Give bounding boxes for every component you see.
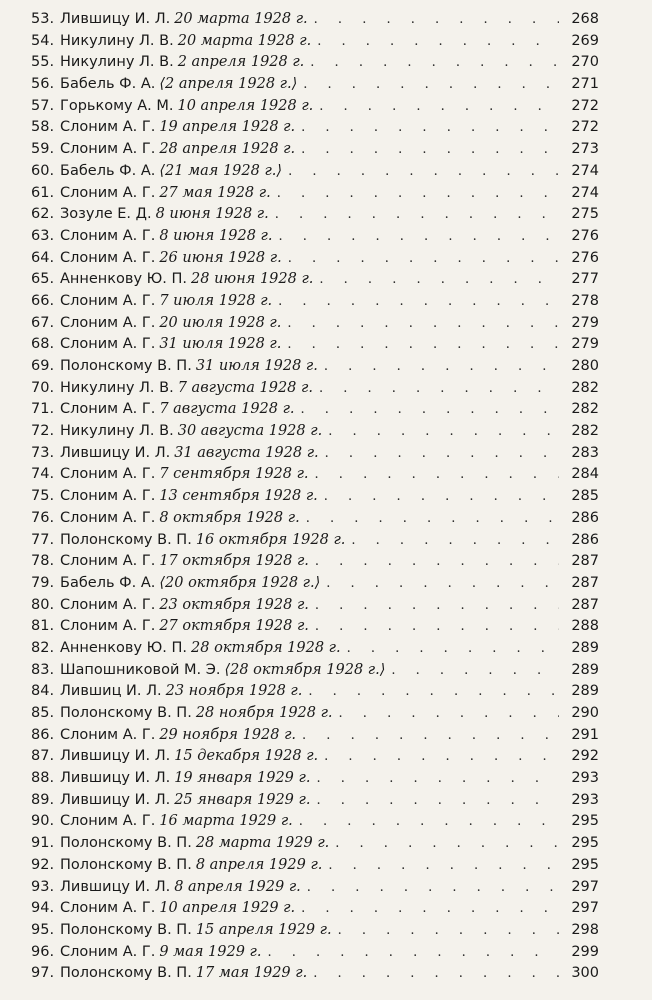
entry-date: 8 июня 1928 г. [159,227,273,244]
toc-entry [31,161,599,183]
entry-number: 91. [31,835,55,852]
entry-number: 90. [31,813,55,830]
toc-entry [31,291,599,313]
entry-addressee: Полонскому В. П. [60,358,192,374]
entry-page-number: 286 [571,509,599,526]
entry-page-number: 278 [571,292,599,309]
toc-entry [31,573,599,595]
entry-page-number: 271 [571,76,599,93]
toc-entry [31,139,599,161]
dot-leader [325,443,559,465]
toc-entry [31,334,599,356]
entry-addressee: Слоним А. Г. [60,553,156,570]
dot-leader [319,96,559,118]
entry-page-number: 290 [571,705,599,721]
entry-date: 28 марта 1929 г. [195,835,330,852]
dot-leader [319,269,559,291]
entry-date: ⟨2 апреля 1928 г.⟩ [159,76,298,93]
entry-number: 71. [31,401,55,418]
entry-addressee: Слоним А. Г. [60,813,156,830]
entry-page-number: 272 [571,119,599,136]
entry-page-number: 287 [571,596,599,613]
entry-date: 31 августа 1928 г. [174,444,319,461]
dot-leader [351,530,559,552]
dot-leader [306,508,559,530]
entry-number: 94. [31,900,55,917]
dot-leader [301,139,559,161]
entry-page-number: 292 [571,748,599,765]
entry-number: 59. [31,141,55,158]
entry-date: 27 октября 1928 г. [159,618,309,635]
entry-addressee: Лившицу И. Л. [60,770,171,787]
entry-date: 8 октября 1928 г. [159,509,300,526]
entry-number: 62. [31,206,55,223]
entry-page-number: 289 [571,661,599,678]
toc-entry [31,681,599,703]
entry-addressee: Лившицу И. Л. [60,748,171,765]
entry-date: 15 апреля 1929 г. [195,921,332,938]
toc-entry [31,117,599,139]
entry-number: 54. [31,32,55,49]
entry-addressee: Бабель Ф. А. [60,76,156,93]
entry-number: 61. [31,184,55,201]
entry-page-number: 283 [571,444,599,461]
entry-page-number: 282 [571,401,599,418]
entry-number: 96. [31,943,55,960]
entry-date: 7 августа 1928 г. [177,379,313,396]
entry-page-number: 286 [571,531,599,548]
dot-leader [315,616,559,638]
entry-date: 2 апреля 1928 г. [177,54,305,71]
entry-date: 9 мая 1929 г. [159,943,262,960]
entry-page-number: 289 [571,639,599,656]
dot-leader [338,920,559,942]
entry-date: 8 июня 1928 г. [155,206,269,223]
entry-number: 78. [31,553,55,570]
entry-date: 26 июня 1928 г. [159,249,282,266]
dot-leader [287,313,559,335]
dot-leader [277,183,559,205]
dot-leader [310,52,559,74]
entry-date: 8 апреля 1929 г. [174,878,301,895]
dot-leader [324,486,559,508]
entry-number: 58. [31,119,55,136]
toc-entry [31,52,599,74]
entry-addressee: Лившиц И. Л. [60,683,162,700]
entry-addressee: Никулину Л. В. [60,54,174,71]
entry-date: 23 октября 1928 г. [159,596,309,613]
dot-leader [278,291,559,313]
dot-leader [301,399,559,421]
dot-leader [316,768,559,790]
toc-entry [31,898,599,920]
entry-addressee: Полонскому В. П. [60,531,192,548]
entry-addressee: Слоним А. Г. [60,509,156,526]
entry-addressee: Слоним А. Г. [60,596,156,613]
entry-addressee: Полонскому В. П. [60,835,192,852]
entry-addressee: Слоним А. Г. [60,314,156,331]
entry-addressee: Никулину Л. В. [60,423,174,440]
entry-addressee: Лившицу И. Л. [60,878,171,895]
entry-number: 64. [31,249,55,266]
entry-date: 28 ноября 1928 г. [195,705,333,721]
entry-number: 66. [31,292,55,309]
toc-entry [31,204,599,226]
entry-date: 16 октября 1928 г. [195,531,346,548]
toc-entry [31,530,599,552]
entry-addressee: Шапошниковой М. Э. [60,661,221,678]
dot-leader [288,161,559,183]
toc-entry [31,963,599,985]
entry-date: 19 апреля 1928 г. [159,119,296,136]
entry-date: ⟨20 октября 1928 г.⟩ [159,574,321,591]
entry-addressee: Полонскому В. П. [60,705,192,721]
entry-page-number: 285 [571,488,599,505]
entry-number: 83. [31,661,55,678]
toc-entry [31,421,599,443]
entry-date: 13 сентября 1928 г. [159,488,318,505]
toc-entry [31,768,599,790]
entry-addressee: Слоним А. Г. [60,488,156,505]
entry-number: 95. [31,921,55,938]
entry-number: 53. [31,11,55,27]
toc-entry [31,877,599,899]
entry-addressee: Полонскому В. П. [60,965,192,982]
entry-date: 28 октября 1928 г. [191,639,341,656]
entry-page-number: 295 [571,835,599,852]
entry-date: 10 апреля 1929 г. [159,900,296,917]
dot-leader [278,226,559,248]
dot-leader [316,790,559,812]
entry-date: 10 апреля 1928 г. [177,97,314,114]
entry-date: 17 мая 1929 г. [195,965,308,982]
toc-entry [31,486,599,508]
entry-number: 85. [31,705,55,721]
toc-entry [31,399,599,421]
entry-addressee: Слоним А. Г. [60,900,156,917]
entry-page-number: 293 [571,791,599,808]
entry-number: 67. [31,314,55,331]
entry-addressee: Слоним А. Г. [60,141,156,158]
dot-leader [288,248,559,270]
entry-page-number: 289 [571,683,599,700]
entry-number: 56. [31,76,55,93]
dot-leader [317,31,559,53]
toc-entry [31,595,599,617]
entry-page-number: 287 [571,553,599,570]
toc-entry [31,443,599,465]
dot-leader [328,421,559,443]
entry-number: 70. [31,379,55,396]
entry-page-number: 293 [571,770,599,787]
entry-number: 97. [31,965,55,982]
toc-entry [31,790,599,812]
dot-leader [303,74,559,96]
entry-number: 82. [31,639,55,656]
entry-page-number: 274 [571,162,599,179]
entry-number: 88. [31,770,55,787]
entry-number: 60. [31,162,55,179]
dot-leader [302,725,559,747]
entry-addressee: Полонскому В. П. [60,856,192,873]
entry-date: 31 июля 1928 г. [195,358,318,374]
toc-entry [31,356,599,378]
entry-page-number: 273 [571,141,599,158]
dot-leader [315,551,559,573]
entry-addressee: Лившицу И. Л. [60,791,171,808]
entry-addressee: Зозуле Е. Д. [60,206,152,223]
entry-date: 19 января 1929 г. [174,770,311,787]
entry-number: 57. [31,97,55,114]
entry-addressee: Лившицу И. Л. [60,11,171,27]
entry-addressee: Никулину Л. В. [60,379,174,396]
entry-number: 79. [31,574,55,591]
table-of-contents [31,9,599,985]
entry-number: 87. [31,748,55,765]
dot-leader [324,356,559,378]
entry-addressee: Слоним А. Г. [60,466,156,483]
entry-page-number: 279 [571,314,599,331]
entry-number: 89. [31,791,55,808]
entry-date: 8 апреля 1929 г. [195,856,323,873]
dot-leader [308,681,559,703]
entry-addressee: Слоним А. Г. [60,119,156,136]
entry-addressee: Полонскому В. П. [60,921,192,938]
entry-date: 23 ноября 1928 г. [165,683,303,700]
toc-entry [31,660,599,682]
entry-page-number: 275 [571,206,599,223]
entry-page-number: 276 [571,227,599,244]
entry-date: 29 ноября 1928 г. [159,726,297,743]
entry-page-number: 282 [571,423,599,440]
toc-entry [31,183,599,205]
entry-date: ⟨28 октября 1928 г.⟩ [224,661,386,678]
entry-page-number: 279 [571,336,599,353]
toc-entry [31,269,599,291]
entry-addressee: Слоним А. Г. [60,292,156,309]
entry-page-number: 280 [571,358,599,374]
entry-addressee: Слоним А. Г. [60,726,156,743]
entry-date: 28 апреля 1928 г. [159,141,296,158]
entry-addressee: Бабель Ф. А. [60,162,156,179]
entry-number: 63. [31,227,55,244]
dot-leader [391,660,559,682]
toc-entry [31,464,599,486]
entry-date: 25 января 1929 г. [174,791,311,808]
dot-leader [287,334,559,356]
entry-addressee: Слоним А. Г. [60,943,156,960]
toc-entry [31,226,599,248]
entry-page-number: 277 [571,271,599,288]
dot-leader [267,942,559,964]
entry-number: 84. [31,683,55,700]
entry-date: 27 мая 1928 г. [159,184,271,201]
entry-date: 20 марта 1928 г. [177,32,312,49]
entry-page-number: 274 [571,184,599,201]
entry-date: 15 декабря 1928 г. [174,748,319,765]
dot-leader [339,703,559,725]
entry-page-number: 298 [571,921,599,938]
entry-number: 68. [31,336,55,353]
entry-number: 81. [31,618,55,635]
dot-leader [315,464,559,486]
entry-page-number: 287 [571,574,599,591]
dot-leader [335,833,559,855]
entry-page-number: 282 [571,379,599,396]
entry-date: 7 августа 1928 г. [159,401,295,418]
entry-page-number: 268 [571,11,599,27]
entry-page-number: 295 [571,856,599,873]
toc-entry [31,248,599,270]
dot-leader [299,811,559,833]
entry-addressee: Слоним А. Г. [60,227,156,244]
entry-number: 93. [31,878,55,895]
toc-entry [31,378,599,400]
toc-entry [31,9,599,31]
entry-addressee: Никулину Л. В. [60,32,174,49]
toc-entry [31,551,599,573]
entry-date: 20 июля 1928 г. [159,314,282,331]
toc-entry [31,31,599,53]
entry-number: 75. [31,488,55,505]
entry-number: 80. [31,596,55,613]
entry-number: 72. [31,423,55,440]
entry-page-number: 269 [571,32,599,49]
toc-entry [31,942,599,964]
entry-addressee: Анненкову Ю. П. [60,271,188,288]
toc-entry [31,74,599,96]
entry-number: 86. [31,726,55,743]
entry-page-number: 276 [571,249,599,266]
entry-page-number: 297 [571,878,599,895]
toc-entry [31,313,599,335]
toc-entry [31,703,599,725]
entry-addressee: Горькому А. М. [60,97,174,114]
entry-number: 65. [31,271,55,288]
entry-page-number: 300 [571,965,599,982]
entry-addressee: Бабель Ф. А. [60,574,156,591]
entry-page-number: 295 [571,813,599,830]
entry-number: 76. [31,509,55,526]
toc-entry [31,508,599,530]
entry-date: 16 марта 1929 г. [159,813,293,830]
entry-number: 55. [31,54,55,71]
dot-leader [326,573,559,595]
toc-entry [31,855,599,877]
entry-addressee: Лившицу И. Л. [60,444,171,461]
toc-entry [31,616,599,638]
toc-entry [31,638,599,660]
dot-leader [315,595,559,617]
dot-leader [313,963,559,985]
entry-page-number: 297 [571,900,599,917]
entry-number: 77. [31,531,55,548]
entry-date: 7 июля 1928 г. [159,292,273,309]
dot-leader [328,855,559,877]
dot-leader [319,378,559,400]
entry-page-number: 272 [571,97,599,114]
entry-date: 30 августа 1928 г. [177,423,323,440]
dot-leader [301,898,559,920]
entry-addressee: Слоним А. Г. [60,336,156,353]
toc-entry [31,746,599,768]
entry-number: 69. [31,358,55,374]
entry-number: 73. [31,444,55,461]
toc-entry [31,96,599,118]
entry-date: 31 июля 1928 г. [159,336,282,353]
entry-date: ⟨21 мая 1928 г.⟩ [159,162,283,179]
entry-date: 20 марта 1928 г. [174,11,308,27]
entry-addressee: Слоним А. Г. [60,401,156,418]
toc-entry [31,833,599,855]
entry-date: 7 сентября 1928 г. [159,466,309,483]
dot-leader [275,204,559,226]
entry-page-number: 299 [571,943,599,960]
dot-leader [314,9,559,31]
entry-date: 28 июня 1928 г. [191,271,314,288]
entry-addressee: Слоним А. Г. [60,184,156,201]
entry-date: 17 октября 1928 г. [159,553,309,570]
dot-leader [324,746,559,768]
dot-leader [307,877,559,899]
dot-leader [301,117,559,139]
entry-addressee: Анненкову Ю. П. [60,639,188,656]
entry-page-number: 291 [571,726,599,743]
entry-addressee: Слоним А. Г. [60,249,156,266]
entry-addressee: Слоним А. Г. [60,618,156,635]
entry-page-number: 284 [571,466,599,483]
entry-page-number: 288 [571,618,599,635]
entry-number: 74. [31,466,55,483]
entry-page-number: 270 [571,54,599,71]
entry-number: 92. [31,856,55,873]
toc-entry [31,920,599,942]
dot-leader [347,638,559,660]
toc-entry [31,811,599,833]
toc-entry [31,725,599,747]
